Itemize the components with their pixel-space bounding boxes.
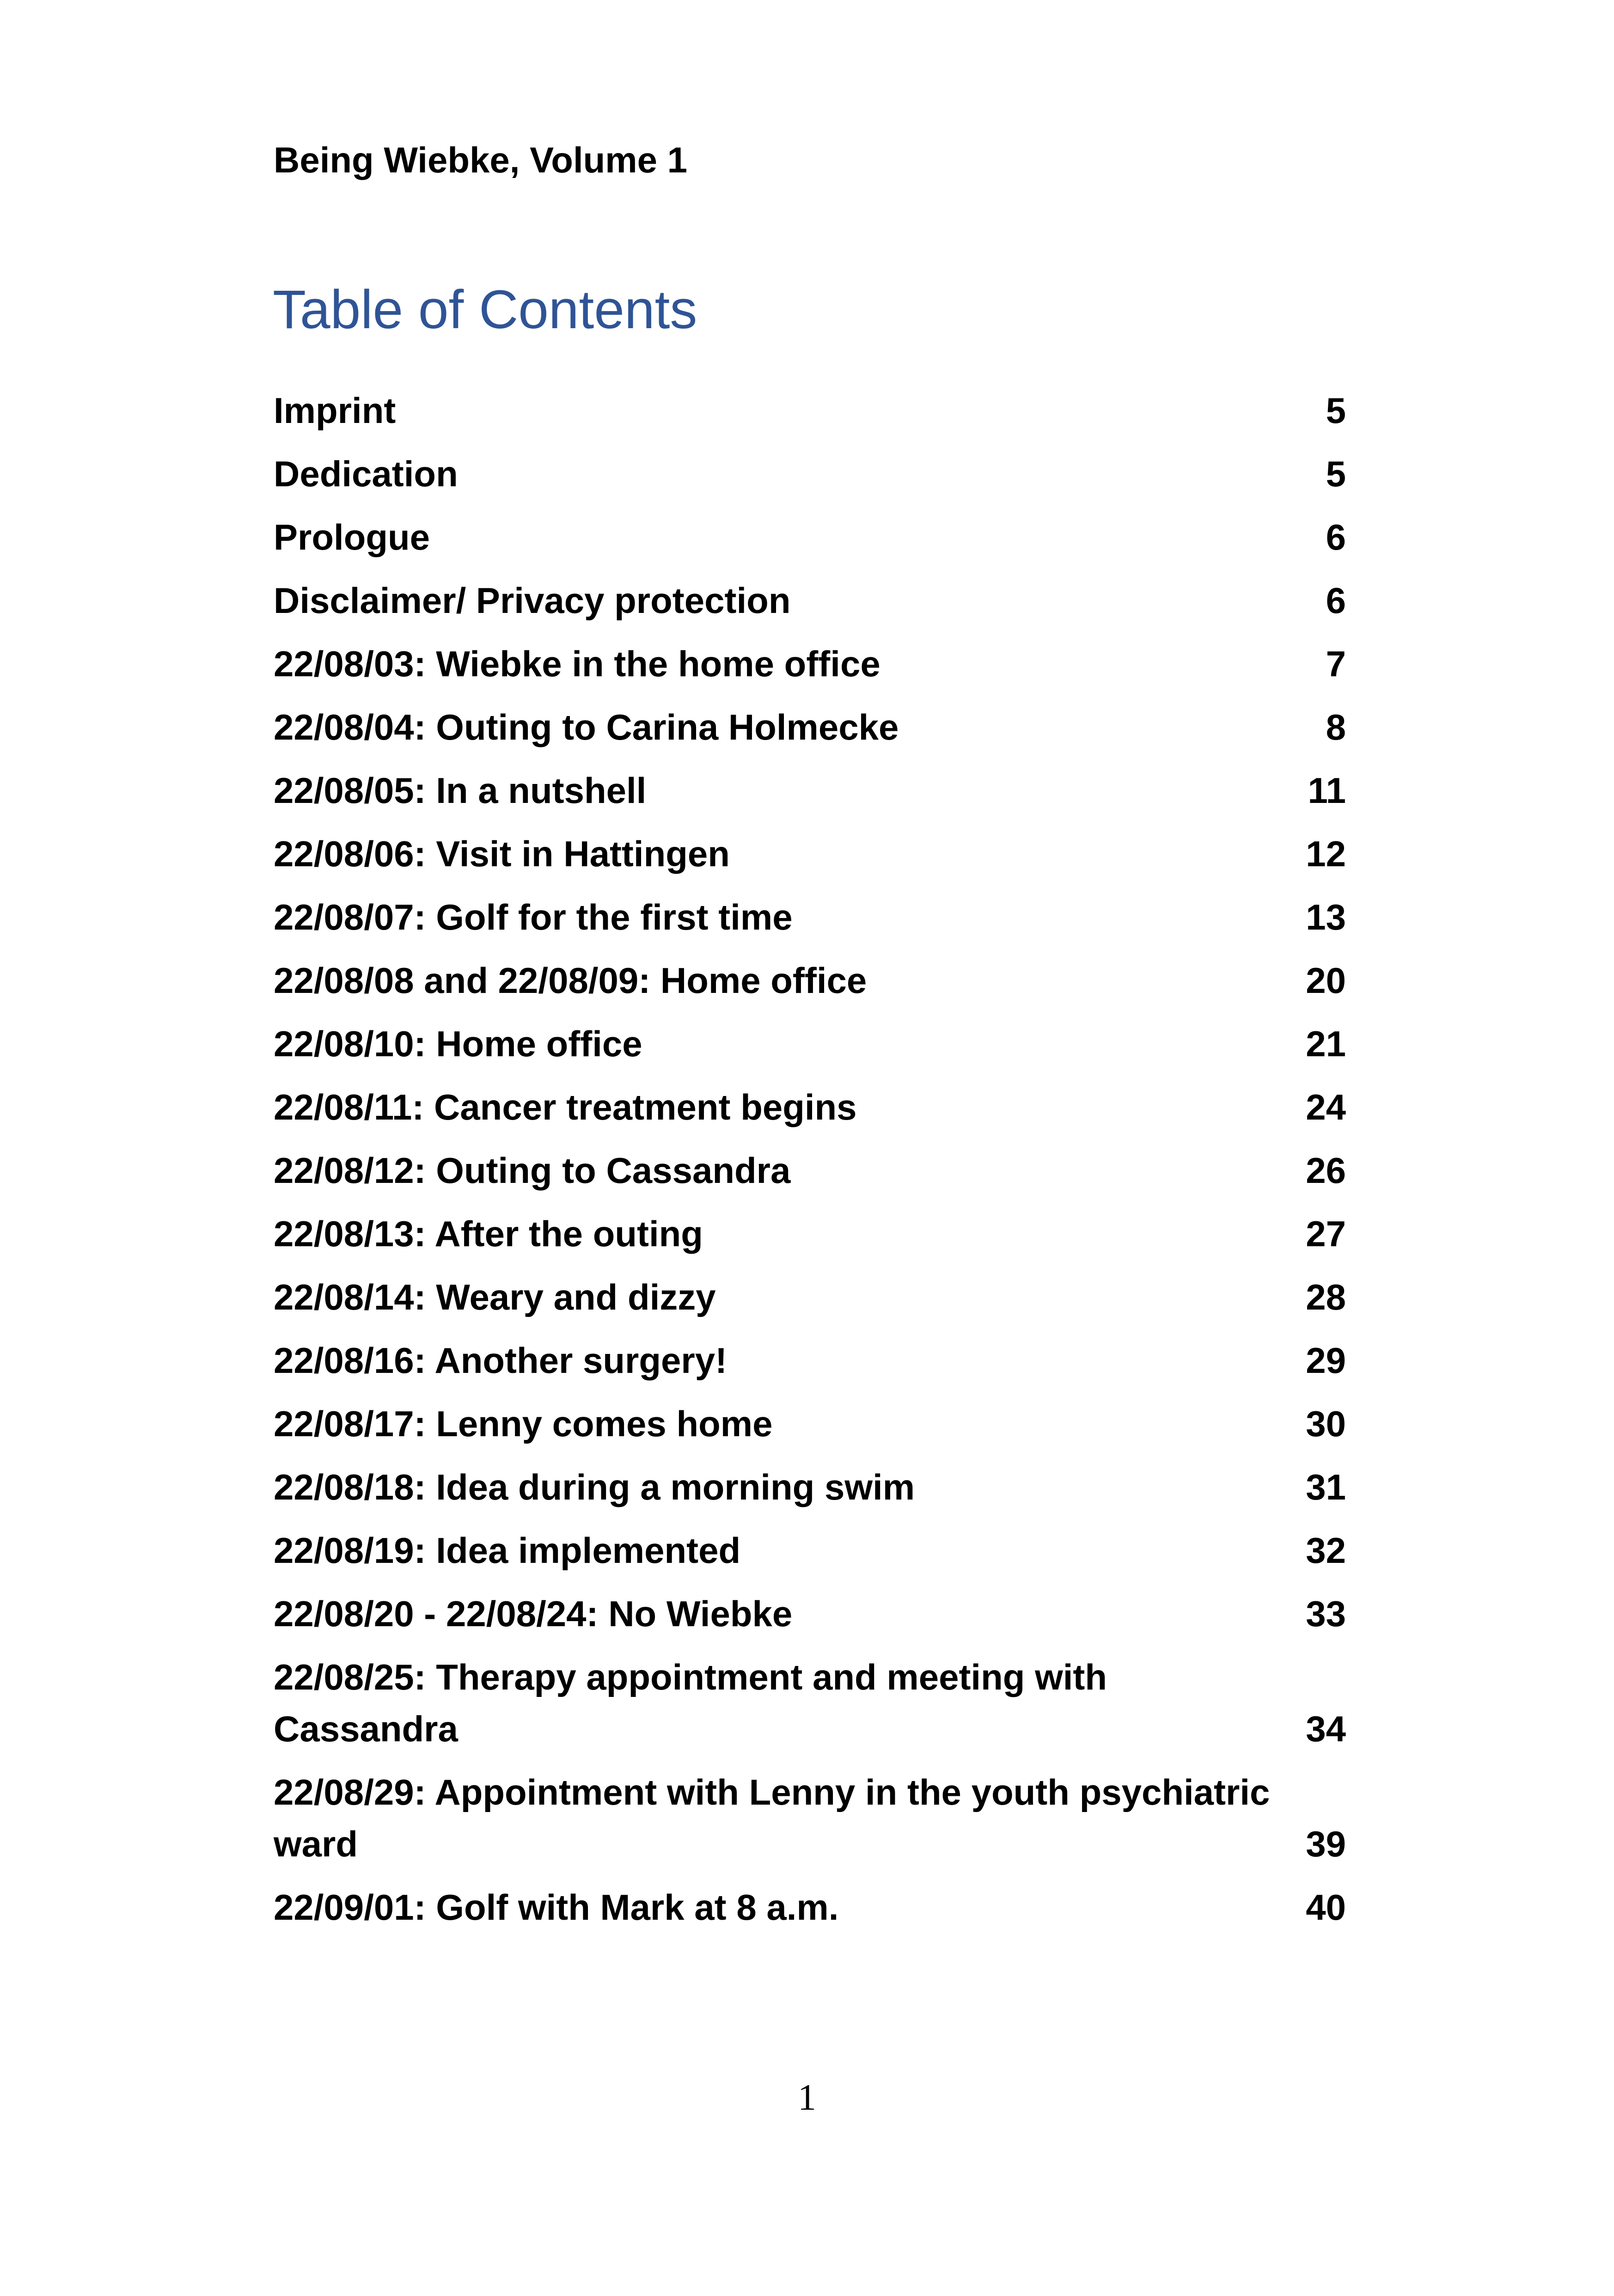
toc-entry-title: 22/08/07: Golf for the first time bbox=[274, 897, 793, 937]
toc-entry-page: 32 bbox=[1306, 1530, 1346, 1571]
toc-entry-title: 22/08/11: Cancer treatment begins bbox=[274, 1087, 857, 1127]
toc-entry-page: 34 bbox=[1306, 1708, 1346, 1749]
toc-entry[interactable] bbox=[274, 955, 1346, 1006]
toc-entry[interactable] bbox=[274, 1145, 1346, 1196]
toc-entry-page: 28 bbox=[1306, 1277, 1346, 1317]
toc-entry[interactable] bbox=[274, 701, 1346, 753]
toc-entry-page: 5 bbox=[1326, 453, 1346, 494]
toc-entry[interactable] bbox=[274, 1461, 1346, 1513]
toc-entry-title: 22/09/01: Golf with Mark at 8 a.m. bbox=[274, 1887, 839, 1928]
toc-entry-title: 22/08/14: Weary and dizzy bbox=[274, 1277, 716, 1317]
toc-entry-page: 39 bbox=[1306, 1824, 1346, 1864]
toc-entry-title: Dedication bbox=[274, 453, 458, 494]
toc-entry[interactable] bbox=[274, 891, 1346, 943]
toc-entry[interactable] bbox=[274, 638, 1346, 690]
toc-entry-title: Imprint bbox=[274, 390, 396, 431]
toc-entry-page: 27 bbox=[1306, 1213, 1346, 1254]
toc-entry[interactable] bbox=[274, 385, 1346, 436]
toc-entry[interactable] bbox=[274, 1651, 1346, 1755]
toc-entry[interactable] bbox=[274, 1588, 1346, 1640]
toc-entry-title: 22/08/10: Home office bbox=[274, 1023, 642, 1064]
toc-entry[interactable] bbox=[274, 1081, 1346, 1133]
toc-entry-title: 22/08/17: Lenny comes home bbox=[274, 1403, 773, 1444]
toc-entry[interactable] bbox=[274, 1766, 1346, 1870]
toc-entry-title: 22/08/12: Outing to Cassandra bbox=[274, 1150, 791, 1191]
toc-entry-title: 22/08/06: Visit in Hattingen bbox=[274, 833, 730, 874]
toc-entry-title: 22/08/25: Therapy appointment and meeting with Cassandra bbox=[274, 1657, 1107, 1749]
toc-entry-title: 22/08/03: Wiebke in the home office bbox=[274, 643, 880, 684]
toc-entry-title: 22/08/08 and 22/08/09: Home office bbox=[274, 960, 867, 1001]
toc-entry-page: 29 bbox=[1306, 1340, 1346, 1381]
toc-entry-page: 20 bbox=[1306, 960, 1346, 1001]
toc-entry-page: 31 bbox=[1306, 1467, 1346, 1507]
toc-entry-page: 8 bbox=[1326, 707, 1346, 747]
toc-entry-page: 5 bbox=[1326, 390, 1346, 431]
toc-entry-page: 33 bbox=[1306, 1593, 1346, 1634]
book-title: Being Wiebke, Volume 1 bbox=[274, 140, 688, 180]
toc-entry-title: 22/08/13: After the outing bbox=[274, 1213, 703, 1254]
toc-entry-page: 11 bbox=[1308, 770, 1346, 811]
toc-heading: Table of Contents bbox=[273, 279, 697, 340]
toc-entry-page: 40 bbox=[1306, 1887, 1346, 1928]
toc-list bbox=[274, 385, 1346, 1945]
toc-entry-page: 7 bbox=[1326, 643, 1346, 684]
toc-entry-page: 21 bbox=[1306, 1023, 1346, 1064]
toc-entry-title: Disclaimer/ Privacy protection bbox=[274, 580, 791, 621]
toc-entry[interactable] bbox=[274, 448, 1346, 500]
toc-entry[interactable] bbox=[274, 1018, 1346, 1070]
toc-entry-page: 6 bbox=[1326, 517, 1346, 557]
toc-entry[interactable] bbox=[274, 1208, 1346, 1260]
toc-entry[interactable] bbox=[274, 765, 1346, 816]
toc-entry[interactable] bbox=[274, 575, 1346, 626]
toc-entry-title: 22/08/05: In a nutshell bbox=[274, 770, 647, 811]
toc-entry-title: 22/08/18: Idea during a morning swim bbox=[274, 1467, 915, 1507]
toc-entry-title: 22/08/19: Idea implemented bbox=[274, 1530, 741, 1571]
page-number: 1 bbox=[798, 2077, 816, 2118]
toc-entry-page: 6 bbox=[1326, 580, 1346, 621]
toc-entry[interactable] bbox=[274, 1525, 1346, 1576]
toc-entry-title: 22/08/04: Outing to Carina Holmecke bbox=[274, 707, 899, 747]
toc-entry-page: 26 bbox=[1306, 1150, 1346, 1191]
toc-entry-title: 22/08/16: Another surgery! bbox=[274, 1340, 728, 1381]
toc-entry[interactable] bbox=[274, 1398, 1346, 1450]
toc-entry[interactable] bbox=[274, 828, 1346, 880]
toc-entry[interactable] bbox=[274, 511, 1346, 563]
toc-entry[interactable] bbox=[274, 1271, 1346, 1323]
toc-entry[interactable] bbox=[274, 1335, 1346, 1386]
toc-entry-title: 22/08/20 - 22/08/24: No Wiebke bbox=[274, 1593, 793, 1634]
toc-entry-title: 22/08/29: Appointment with Lenny in the youth psychiatric ward bbox=[274, 1772, 1270, 1864]
toc-entry-page: 13 bbox=[1306, 897, 1346, 937]
toc-entry-page: 30 bbox=[1306, 1403, 1346, 1444]
toc-entry-page: 12 bbox=[1306, 833, 1346, 874]
toc-entry-page: 24 bbox=[1306, 1087, 1346, 1127]
toc-entry-title: Prologue bbox=[274, 517, 430, 557]
toc-entry[interactable] bbox=[274, 1881, 1346, 1933]
